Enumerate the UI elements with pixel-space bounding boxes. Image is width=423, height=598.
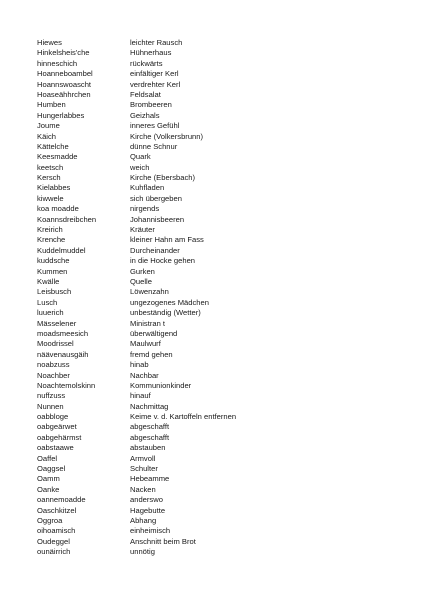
glossary-row <box>37 194 397 204</box>
dialect-term: nuffzuss <box>37 391 66 401</box>
term-meaning: rückwärts <box>130 58 163 68</box>
dialect-term: Oggroa <box>37 515 63 525</box>
dialect-term: Mässelener <box>37 318 77 328</box>
term-meaning: Durcheinander <box>130 245 180 255</box>
dialect-term: noabzuss <box>37 360 70 370</box>
dialect-term: Kummen <box>37 266 68 276</box>
dialect-term: kiwwele <box>37 193 64 203</box>
term-meaning: Kräuter <box>130 225 155 235</box>
glossary-row <box>37 204 397 214</box>
dialect-term: Hoannswoascht <box>37 79 92 89</box>
dialect-term: moadsmeesich <box>37 328 89 338</box>
term-meaning: Hühnerhaus <box>130 48 172 58</box>
glossary-row <box>37 163 397 173</box>
glossary-row <box>37 422 397 432</box>
term-meaning: Anschnitt beim Brot <box>130 536 196 546</box>
term-meaning: verdrehter Kerl <box>130 79 181 89</box>
term-meaning: Hagebutte <box>130 505 166 515</box>
term-meaning: Hebeamme <box>130 474 170 484</box>
term-meaning: nirgends <box>130 204 160 214</box>
dialect-term: Humben <box>37 100 66 110</box>
glossary-row <box>37 381 397 391</box>
dialect-term: kuddsche <box>37 256 70 266</box>
term-meaning: Ministran t <box>130 318 166 328</box>
glossary-row <box>37 183 397 193</box>
glossary-row <box>37 433 397 443</box>
glossary-row <box>37 287 397 297</box>
dialect-term: Oudeggel <box>37 536 70 546</box>
glossary-row <box>37 319 397 329</box>
dialect-term: Hiewes <box>37 38 62 47</box>
dialect-term: Kättelche <box>37 141 69 151</box>
dialect-term: Lusch <box>37 297 58 307</box>
term-meaning: kleiner Hahn am Fass <box>130 235 204 245</box>
dialect-term: Kielabbes <box>37 183 71 193</box>
glossary-row <box>37 38 397 48</box>
dialect-term: luuerich <box>37 308 64 318</box>
dialect-term: Noachtemolskinn <box>37 380 96 390</box>
term-meaning: abstauben <box>130 443 166 453</box>
term-meaning: abgeschafft <box>130 432 170 442</box>
glossary-row <box>37 547 397 557</box>
term-meaning: anderswo <box>130 495 163 505</box>
glossary-row <box>37 443 397 453</box>
glossary-list <box>37 38 397 558</box>
term-meaning: einfältiger Kerl <box>130 69 179 79</box>
glossary-row <box>37 526 397 536</box>
term-meaning: Armvoll <box>130 453 156 463</box>
glossary-row <box>37 173 397 183</box>
glossary-row <box>37 474 397 484</box>
dialect-term: Hinkelsheis'che <box>37 48 90 58</box>
dialect-term: Oaffel <box>37 453 58 463</box>
glossary-row <box>37 111 397 121</box>
glossary-row <box>37 485 397 495</box>
term-meaning: in die Hocke gehen <box>130 256 196 266</box>
term-meaning: sich übergeben <box>130 193 182 203</box>
term-meaning: Kirche (Volkersbrunn) <box>130 131 204 141</box>
term-meaning: weich <box>130 162 150 172</box>
glossary-row <box>37 90 397 100</box>
term-meaning: Nachbar <box>130 370 159 380</box>
dialect-term: Nunnen <box>37 401 64 411</box>
dialect-term: keetsch <box>37 162 64 172</box>
glossary-row <box>37 329 397 339</box>
glossary-row <box>37 516 397 526</box>
dialect-term: näävenausgäih <box>37 349 89 359</box>
glossary-row <box>37 277 397 287</box>
term-meaning: inneres Gefühl <box>130 121 180 131</box>
term-meaning: Quark <box>130 152 151 162</box>
glossary-row <box>37 142 397 152</box>
term-meaning: Schulter <box>130 464 158 474</box>
dialect-term: Joume <box>37 121 60 131</box>
term-meaning: Löwenzahn <box>130 287 169 297</box>
dialect-term: Noachber <box>37 370 70 380</box>
glossary-row <box>37 495 397 505</box>
term-meaning: leichter Rausch <box>130 38 183 47</box>
dialect-term: Koannsdreibchen <box>37 214 97 224</box>
term-meaning: Kirche (Ebersbach) <box>130 173 195 183</box>
glossary-row <box>37 267 397 277</box>
glossary-row <box>37 215 397 225</box>
term-meaning: fremd gehen <box>130 349 173 359</box>
glossary-row <box>37 80 397 90</box>
term-meaning: Kommunionkinder <box>130 380 192 390</box>
term-meaning: Maulwurf <box>130 339 161 349</box>
term-meaning: Keime v. d. Kartoffeln entfernen <box>130 412 237 422</box>
dialect-term: Kuddelmuddel <box>37 245 86 255</box>
dialect-term: Oaschkitzel <box>37 505 77 515</box>
glossary-row <box>37 256 397 266</box>
glossary-row <box>37 225 397 235</box>
glossary-row <box>37 69 397 79</box>
glossary-row <box>37 132 397 142</box>
glossary-row <box>37 121 397 131</box>
dialect-term: Hoanneboambel <box>37 69 93 79</box>
glossary-row <box>37 298 397 308</box>
term-meaning: unbeständig (Wetter) <box>130 308 201 318</box>
term-meaning: ungezogenes Mädchen <box>130 297 209 307</box>
dialect-term: Krenche <box>37 235 66 245</box>
dialect-term: oihoamisch <box>37 526 76 536</box>
dialect-term: Käich <box>37 131 56 141</box>
glossary-row <box>37 308 397 318</box>
glossary-row <box>37 246 397 256</box>
dialect-term: Hungerlabbes <box>37 110 85 120</box>
glossary-row <box>37 454 397 464</box>
term-meaning: Brombeeren <box>130 100 172 110</box>
glossary-row <box>37 350 397 360</box>
dialect-term: ounäirrich <box>37 547 71 557</box>
dialect-term: oabbloge <box>37 412 69 422</box>
dialect-term: oabstaawe <box>37 443 74 453</box>
dialect-term: Moodrissel <box>37 339 74 349</box>
term-meaning: hinab <box>130 360 149 370</box>
term-meaning: Abhang <box>130 515 157 525</box>
dialect-term: oabgehärmst <box>37 432 82 442</box>
term-meaning: abgeschafft <box>130 422 170 432</box>
dialect-term: hinneschich <box>37 58 78 68</box>
glossary-row <box>37 152 397 162</box>
dialect-term: oannemoadde <box>37 495 86 505</box>
dialect-term: Kreirich <box>37 225 63 235</box>
glossary-row <box>37 391 397 401</box>
dialect-term: Hoaseähhrchen <box>37 89 91 99</box>
dialect-term: Kersch <box>37 173 61 183</box>
term-meaning: Johannisbeeren <box>130 214 185 224</box>
dialect-term: Kwälle <box>37 276 60 286</box>
glossary-row <box>37 360 397 370</box>
dialect-term: Oaggsel <box>37 464 66 474</box>
term-meaning: Feldsalat <box>130 89 161 99</box>
dialect-term: Leisbusch <box>37 287 72 297</box>
glossary-row <box>37 412 397 422</box>
dialect-term: oabgeärwet <box>37 422 77 432</box>
dialect-term: koa moadde <box>37 204 79 214</box>
term-meaning: Kuhfladen <box>130 183 165 193</box>
glossary-row <box>37 100 397 110</box>
term-meaning: Geizhals <box>130 110 160 120</box>
term-meaning: einheimisch <box>130 526 171 536</box>
dialect-term: Keesmadde <box>37 152 78 162</box>
glossary-row <box>37 59 397 69</box>
glossary-row <box>37 402 397 412</box>
glossary-row <box>37 48 397 58</box>
glossary-row <box>37 235 397 245</box>
term-meaning: Quelle <box>130 276 152 286</box>
term-meaning: Gurken <box>130 266 155 276</box>
term-meaning: überwältigend <box>130 328 178 338</box>
term-meaning: unnötig <box>130 547 155 557</box>
term-meaning: Nachmittag <box>130 401 169 411</box>
term-meaning: hinauf <box>130 391 151 401</box>
glossary-row <box>37 464 397 474</box>
glossary-row <box>37 339 397 349</box>
glossary-row <box>37 506 397 516</box>
glossary-row <box>37 537 397 547</box>
term-meaning: dünne Schnur <box>130 141 178 151</box>
term-meaning: Nacken <box>130 484 156 494</box>
dialect-term: Oamm <box>37 474 60 484</box>
dialect-term: Oanke <box>37 484 60 494</box>
glossary-row <box>37 371 397 381</box>
